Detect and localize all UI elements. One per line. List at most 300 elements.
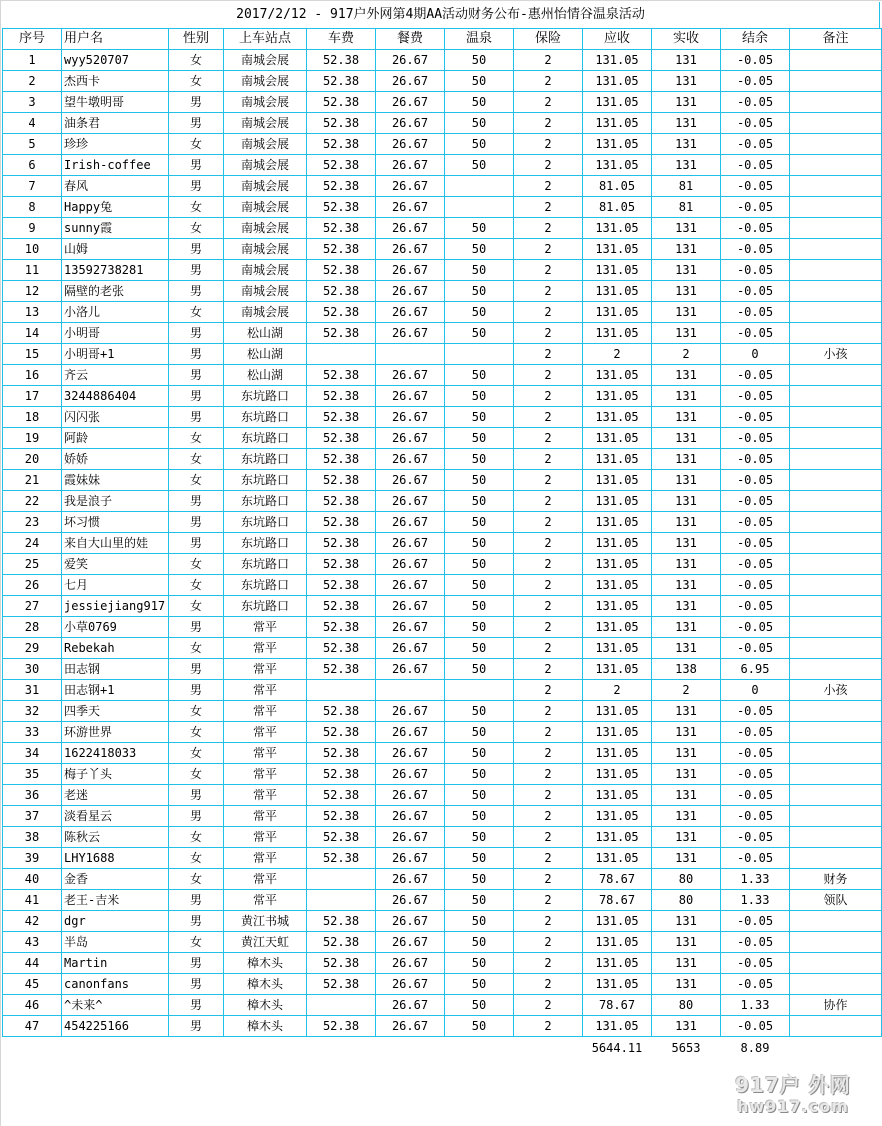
cell-receivable: 131.05 xyxy=(583,239,652,260)
cell-hot-spring: 50 xyxy=(445,953,514,974)
cell-insurance: 2 xyxy=(514,974,583,995)
cell-username: 田志钢 xyxy=(62,659,169,680)
cell-balance: -0.05 xyxy=(721,953,790,974)
cell-index: 23 xyxy=(3,512,62,533)
cell-remarks xyxy=(790,176,882,197)
cell-receivable: 131.05 xyxy=(583,932,652,953)
cell-meal-fee: 26.67 xyxy=(376,743,445,764)
cell-hot-spring: 50 xyxy=(445,512,514,533)
cell-index: 29 xyxy=(3,638,62,659)
cell-remarks xyxy=(790,701,882,722)
cell-receivable: 131.05 xyxy=(583,575,652,596)
cell-meal-fee: 26.67 xyxy=(376,407,445,428)
table-row xyxy=(3,281,882,302)
cell-insurance: 2 xyxy=(514,533,583,554)
cell-remarks xyxy=(790,659,882,680)
cell-index: 26 xyxy=(3,575,62,596)
cell-index: 42 xyxy=(3,911,62,932)
cell-gender: 男 xyxy=(169,617,224,638)
cell-receivable: 131.05 xyxy=(583,911,652,932)
table-row xyxy=(3,848,882,869)
cell-gender: 女 xyxy=(169,449,224,470)
cell-balance: 0 xyxy=(721,344,790,365)
cell-gender: 女 xyxy=(169,470,224,491)
table-row xyxy=(3,386,882,407)
cell-meal-fee: 26.67 xyxy=(376,764,445,785)
cell-pickup-stop: 常平 xyxy=(224,701,307,722)
cell-insurance: 2 xyxy=(514,827,583,848)
cell-meal-fee: 26.67 xyxy=(376,218,445,239)
cell-pickup-stop: 常平 xyxy=(224,722,307,743)
cell-pickup-stop: 常平 xyxy=(224,890,307,911)
cell-gender: 男 xyxy=(169,365,224,386)
cell-bus-fee: 52.38 xyxy=(307,491,376,512)
cell-pickup-stop: 樟木头 xyxy=(224,995,307,1016)
cell-bus-fee: 52.38 xyxy=(307,512,376,533)
cell-remarks xyxy=(790,827,882,848)
cell-username: 13592738281 xyxy=(62,260,169,281)
cell-meal-fee: 26.67 xyxy=(376,953,445,974)
watermark-line2: hw917.com xyxy=(737,1097,849,1116)
cell-bus-fee: 52.38 xyxy=(307,533,376,554)
cell-pickup-stop: 松山湖 xyxy=(224,344,307,365)
cell-username: ^未来^ xyxy=(62,995,169,1016)
cell-pickup-stop: 南城会展 xyxy=(224,239,307,260)
cell-receivable: 131.05 xyxy=(583,260,652,281)
cell-index: 24 xyxy=(3,533,62,554)
cell-pickup-stop: 东坑路口 xyxy=(224,407,307,428)
header-row xyxy=(3,29,882,50)
cell-bus-fee: 52.38 xyxy=(307,407,376,428)
cell-bus-fee xyxy=(307,680,376,701)
cell-pickup-stop: 东坑路口 xyxy=(224,533,307,554)
cell-remarks xyxy=(790,428,882,449)
cell-bus-fee: 52.38 xyxy=(307,71,376,92)
cell-hot-spring: 50 xyxy=(445,575,514,596)
cell-bus-fee: 52.38 xyxy=(307,932,376,953)
cell-index: 15 xyxy=(3,344,62,365)
cell-insurance: 2 xyxy=(514,932,583,953)
cell-remarks xyxy=(790,365,882,386)
cell-username: 七月 xyxy=(62,575,169,596)
cell-pickup-stop: 南城会展 xyxy=(224,92,307,113)
cell-username: 霞妹妹 xyxy=(62,470,169,491)
cell-balance: -0.05 xyxy=(721,239,790,260)
cell-insurance: 2 xyxy=(514,722,583,743)
cell-pickup-stop: 黄江书城 xyxy=(224,911,307,932)
cell-remarks xyxy=(790,71,882,92)
cell-balance: -0.05 xyxy=(721,176,790,197)
cell-username: 山姆 xyxy=(62,239,169,260)
table-row xyxy=(3,722,882,743)
total-received: 5653 xyxy=(671,1041,701,1055)
cell-received: 131 xyxy=(652,71,721,92)
cell-bus-fee: 52.38 xyxy=(307,785,376,806)
cell-remarks xyxy=(790,92,882,113)
cell-remarks xyxy=(790,785,882,806)
cell-bus-fee: 52.38 xyxy=(307,554,376,575)
cell-receivable: 78.67 xyxy=(583,869,652,890)
cell-username: 454225166 xyxy=(62,1016,169,1037)
cell-remarks xyxy=(790,449,882,470)
cell-username: 来自大山里的娃 xyxy=(62,533,169,554)
cell-pickup-stop: 南城会展 xyxy=(224,197,307,218)
cell-remarks xyxy=(790,134,882,155)
cell-received: 131 xyxy=(652,302,721,323)
cell-remarks xyxy=(790,974,882,995)
cell-pickup-stop: 常平 xyxy=(224,869,307,890)
cell-hot-spring: 50 xyxy=(445,638,514,659)
cell-insurance: 2 xyxy=(514,617,583,638)
cell-balance: -0.05 xyxy=(721,197,790,218)
cell-received: 131 xyxy=(652,722,721,743)
cell-received: 131 xyxy=(652,974,721,995)
cell-insurance: 2 xyxy=(514,449,583,470)
cell-insurance: 2 xyxy=(514,197,583,218)
cell-pickup-stop: 南城会展 xyxy=(224,113,307,134)
cell-index: 45 xyxy=(3,974,62,995)
cell-index: 25 xyxy=(3,554,62,575)
cell-receivable: 131.05 xyxy=(583,638,652,659)
cell-meal-fee: 26.67 xyxy=(376,785,445,806)
cell-hot-spring xyxy=(445,176,514,197)
cell-insurance: 2 xyxy=(514,512,583,533)
cell-insurance: 2 xyxy=(514,764,583,785)
cell-gender: 男 xyxy=(169,995,224,1016)
cell-meal-fee: 26.67 xyxy=(376,827,445,848)
cell-received: 131 xyxy=(652,953,721,974)
cell-meal-fee: 26.67 xyxy=(376,701,445,722)
cell-insurance: 2 xyxy=(514,491,583,512)
cell-index: 30 xyxy=(3,659,62,680)
cell-insurance: 2 xyxy=(514,869,583,890)
cell-bus-fee: 52.38 xyxy=(307,470,376,491)
cell-meal-fee: 26.67 xyxy=(376,722,445,743)
cell-balance: 6.95 xyxy=(721,659,790,680)
cell-index: 9 xyxy=(3,218,62,239)
sheet-title: 2017/2/12 - 917户外网第4期AA活动财务公布-惠州怡情谷温泉活动 xyxy=(2,2,880,28)
table-row xyxy=(3,470,882,491)
cell-meal-fee: 26.67 xyxy=(376,554,445,575)
cell-gender: 男 xyxy=(169,659,224,680)
cell-username: 陈秋云 xyxy=(62,827,169,848)
cell-balance: -0.05 xyxy=(721,512,790,533)
cell-username: 小草0769 xyxy=(62,617,169,638)
cell-username: 小明哥 xyxy=(62,323,169,344)
cell-receivable: 131.05 xyxy=(583,449,652,470)
cell-receivable: 131.05 xyxy=(583,71,652,92)
cell-username: sunny霞 xyxy=(62,218,169,239)
cell-received: 2 xyxy=(652,680,721,701)
table-row xyxy=(3,806,882,827)
cell-received: 131 xyxy=(652,617,721,638)
cell-insurance: 2 xyxy=(514,848,583,869)
cell-receivable: 131.05 xyxy=(583,722,652,743)
cell-gender: 男 xyxy=(169,113,224,134)
cell-username: 望牛墩明哥 xyxy=(62,92,169,113)
cell-hot-spring: 50 xyxy=(445,323,514,344)
cell-receivable: 131.05 xyxy=(583,533,652,554)
cell-hot-spring: 50 xyxy=(445,722,514,743)
cell-meal-fee: 26.67 xyxy=(376,113,445,134)
cell-receivable: 2 xyxy=(583,344,652,365)
table-row xyxy=(3,407,882,428)
cell-gender: 女 xyxy=(169,848,224,869)
cell-index: 17 xyxy=(3,386,62,407)
cell-pickup-stop: 东坑路口 xyxy=(224,428,307,449)
cell-gender: 男 xyxy=(169,680,224,701)
cell-balance: 0 xyxy=(721,680,790,701)
cell-insurance: 2 xyxy=(514,953,583,974)
table-row xyxy=(3,554,882,575)
cell-bus-fee: 52.38 xyxy=(307,827,376,848)
cell-username: 爱笑 xyxy=(62,554,169,575)
cell-hot-spring: 50 xyxy=(445,848,514,869)
cell-hot-spring: 50 xyxy=(445,239,514,260)
cell-username: 小明哥+1 xyxy=(62,344,169,365)
cell-username: 四季天 xyxy=(62,701,169,722)
cell-receivable: 131.05 xyxy=(583,953,652,974)
cell-hot-spring: 50 xyxy=(445,743,514,764)
cell-hot-spring: 50 xyxy=(445,533,514,554)
cell-pickup-stop: 常平 xyxy=(224,617,307,638)
cell-remarks xyxy=(790,953,882,974)
cell-receivable: 131.05 xyxy=(583,386,652,407)
cell-balance: -0.05 xyxy=(721,155,790,176)
cell-bus-fee: 52.38 xyxy=(307,449,376,470)
cell-balance: -0.05 xyxy=(721,1016,790,1037)
cell-gender: 女 xyxy=(169,764,224,785)
cell-gender: 男 xyxy=(169,974,224,995)
cell-balance: -0.05 xyxy=(721,701,790,722)
cell-username: 田志钢+1 xyxy=(62,680,169,701)
cell-insurance: 2 xyxy=(514,155,583,176)
cell-hot-spring: 50 xyxy=(445,554,514,575)
cell-bus-fee xyxy=(307,344,376,365)
cell-username: 隔壁的老张 xyxy=(62,281,169,302)
cell-index: 34 xyxy=(3,743,62,764)
cell-hot-spring: 50 xyxy=(445,596,514,617)
col-header-gender: 性别 xyxy=(169,29,224,50)
cell-bus-fee: 52.38 xyxy=(307,596,376,617)
cell-remarks xyxy=(790,302,882,323)
cell-receivable: 81.05 xyxy=(583,197,652,218)
cell-username: Rebekah xyxy=(62,638,169,659)
cell-index: 28 xyxy=(3,617,62,638)
cell-pickup-stop: 东坑路口 xyxy=(224,512,307,533)
table-row xyxy=(3,932,882,953)
table-row xyxy=(3,701,882,722)
cell-received: 131 xyxy=(652,470,721,491)
cell-hot-spring: 50 xyxy=(445,764,514,785)
cell-insurance: 2 xyxy=(514,554,583,575)
total-balance: 8.89 xyxy=(740,1041,770,1055)
table-row xyxy=(3,323,882,344)
cell-balance: -0.05 xyxy=(721,281,790,302)
cell-remarks xyxy=(790,617,882,638)
cell-pickup-stop: 东坑路口 xyxy=(224,596,307,617)
cell-remarks xyxy=(790,491,882,512)
cell-received: 131 xyxy=(652,281,721,302)
cell-receivable: 78.67 xyxy=(583,995,652,1016)
cell-received: 81 xyxy=(652,197,721,218)
cell-pickup-stop: 南城会展 xyxy=(224,50,307,71)
cell-balance: -0.05 xyxy=(721,365,790,386)
cell-meal-fee: 26.67 xyxy=(376,92,445,113)
cell-balance: -0.05 xyxy=(721,113,790,134)
table-row xyxy=(3,890,882,911)
cell-hot-spring: 50 xyxy=(445,386,514,407)
cell-gender: 男 xyxy=(169,911,224,932)
cell-username: Irish-coffee xyxy=(62,155,169,176)
cell-balance: -0.05 xyxy=(721,92,790,113)
cell-username: 油条君 xyxy=(62,113,169,134)
cell-insurance: 2 xyxy=(514,134,583,155)
cell-index: 10 xyxy=(3,239,62,260)
cell-gender: 男 xyxy=(169,386,224,407)
cell-balance: -0.05 xyxy=(721,260,790,281)
cell-remarks xyxy=(790,806,882,827)
cell-gender: 女 xyxy=(169,71,224,92)
cell-pickup-stop: 南城会展 xyxy=(224,281,307,302)
cell-received: 80 xyxy=(652,869,721,890)
cell-bus-fee: 52.38 xyxy=(307,155,376,176)
table-row xyxy=(3,365,882,386)
cell-insurance: 2 xyxy=(514,995,583,1016)
cell-remarks xyxy=(790,113,882,134)
cell-index: 7 xyxy=(3,176,62,197)
cell-username: 1622418033 xyxy=(62,743,169,764)
cell-balance: -0.05 xyxy=(721,449,790,470)
cell-received: 131 xyxy=(652,407,721,428)
cell-gender: 男 xyxy=(169,281,224,302)
cell-received: 131 xyxy=(652,239,721,260)
cell-received: 131 xyxy=(652,785,721,806)
cell-username: 环游世界 xyxy=(62,722,169,743)
cell-bus-fee: 52.38 xyxy=(307,428,376,449)
cell-hot-spring: 50 xyxy=(445,701,514,722)
cell-receivable: 131.05 xyxy=(583,785,652,806)
cell-remarks xyxy=(790,323,882,344)
cell-remarks: 协作 xyxy=(790,995,882,1016)
cell-remarks xyxy=(790,218,882,239)
cell-index: 46 xyxy=(3,995,62,1016)
cell-receivable: 131.05 xyxy=(583,617,652,638)
cell-pickup-stop: 常平 xyxy=(224,659,307,680)
col-header-username: 用户名 xyxy=(62,29,169,50)
cell-index: 31 xyxy=(3,680,62,701)
cell-balance: 1.33 xyxy=(721,995,790,1016)
cell-remarks: 小孩 xyxy=(790,680,882,701)
cell-receivable: 131.05 xyxy=(583,281,652,302)
cell-meal-fee: 26.67 xyxy=(376,323,445,344)
cell-insurance: 2 xyxy=(514,659,583,680)
cell-insurance: 2 xyxy=(514,407,583,428)
cell-balance: -0.05 xyxy=(721,638,790,659)
cell-hot-spring: 50 xyxy=(445,365,514,386)
cell-index: 5 xyxy=(3,134,62,155)
cell-remarks xyxy=(790,239,882,260)
cell-username: 闪闪张 xyxy=(62,407,169,428)
cell-balance: -0.05 xyxy=(721,323,790,344)
cell-gender: 男 xyxy=(169,260,224,281)
watermark-line1: 917户 外网 xyxy=(735,1073,851,1097)
cell-insurance: 2 xyxy=(514,890,583,911)
col-header-receivable: 应收 xyxy=(583,29,652,50)
cell-pickup-stop: 黄江天虹 xyxy=(224,932,307,953)
cell-index: 19 xyxy=(3,428,62,449)
cell-hot-spring: 50 xyxy=(445,890,514,911)
cell-hot-spring: 50 xyxy=(445,281,514,302)
cell-receivable: 131.05 xyxy=(583,92,652,113)
cell-received: 131 xyxy=(652,113,721,134)
cell-index: 37 xyxy=(3,806,62,827)
cell-balance: -0.05 xyxy=(721,470,790,491)
cell-insurance: 2 xyxy=(514,260,583,281)
cell-balance: -0.05 xyxy=(721,827,790,848)
cell-insurance: 2 xyxy=(514,71,583,92)
cell-received: 2 xyxy=(652,344,721,365)
cell-insurance: 2 xyxy=(514,596,583,617)
table-row xyxy=(3,617,882,638)
cell-receivable: 131.05 xyxy=(583,848,652,869)
cell-balance: -0.05 xyxy=(721,533,790,554)
cell-meal-fee: 26.67 xyxy=(376,890,445,911)
cell-index: 35 xyxy=(3,764,62,785)
cell-remarks xyxy=(790,911,882,932)
cell-meal-fee: 26.67 xyxy=(376,302,445,323)
cell-gender: 男 xyxy=(169,890,224,911)
cell-balance: -0.05 xyxy=(721,932,790,953)
cell-remarks xyxy=(790,470,882,491)
cell-receivable: 131.05 xyxy=(583,134,652,155)
cell-hot-spring: 50 xyxy=(445,974,514,995)
table-row xyxy=(3,176,882,197)
cell-gender: 男 xyxy=(169,344,224,365)
cell-gender: 男 xyxy=(169,92,224,113)
cell-pickup-stop: 樟木头 xyxy=(224,974,307,995)
cell-balance: -0.05 xyxy=(721,806,790,827)
cell-bus-fee: 52.38 xyxy=(307,953,376,974)
cell-gender: 女 xyxy=(169,638,224,659)
cell-received: 131 xyxy=(652,365,721,386)
cell-username: 小洛儿 xyxy=(62,302,169,323)
cell-gender: 男 xyxy=(169,491,224,512)
cell-receivable: 131.05 xyxy=(583,155,652,176)
cell-receivable: 131.05 xyxy=(583,1016,652,1037)
cell-hot-spring: 50 xyxy=(445,827,514,848)
cell-meal-fee: 26.67 xyxy=(376,1016,445,1037)
cell-remarks: 财务 xyxy=(790,869,882,890)
cell-bus-fee: 52.38 xyxy=(307,134,376,155)
cell-balance: -0.05 xyxy=(721,743,790,764)
cell-username: jessiejiang917 xyxy=(62,596,169,617)
cell-hot-spring: 50 xyxy=(445,260,514,281)
cell-meal-fee: 26.67 xyxy=(376,176,445,197)
cell-remarks xyxy=(790,575,882,596)
cell-bus-fee: 52.38 xyxy=(307,575,376,596)
cell-receivable: 131.05 xyxy=(583,974,652,995)
cell-balance: -0.05 xyxy=(721,785,790,806)
cell-index: 44 xyxy=(3,953,62,974)
cell-received: 131 xyxy=(652,491,721,512)
cell-pickup-stop: 东坑路口 xyxy=(224,491,307,512)
cell-index: 38 xyxy=(3,827,62,848)
cell-balance: -0.05 xyxy=(721,596,790,617)
cell-received: 131 xyxy=(652,50,721,71)
cell-receivable: 131.05 xyxy=(583,365,652,386)
col-header-index: 序号 xyxy=(3,29,62,50)
